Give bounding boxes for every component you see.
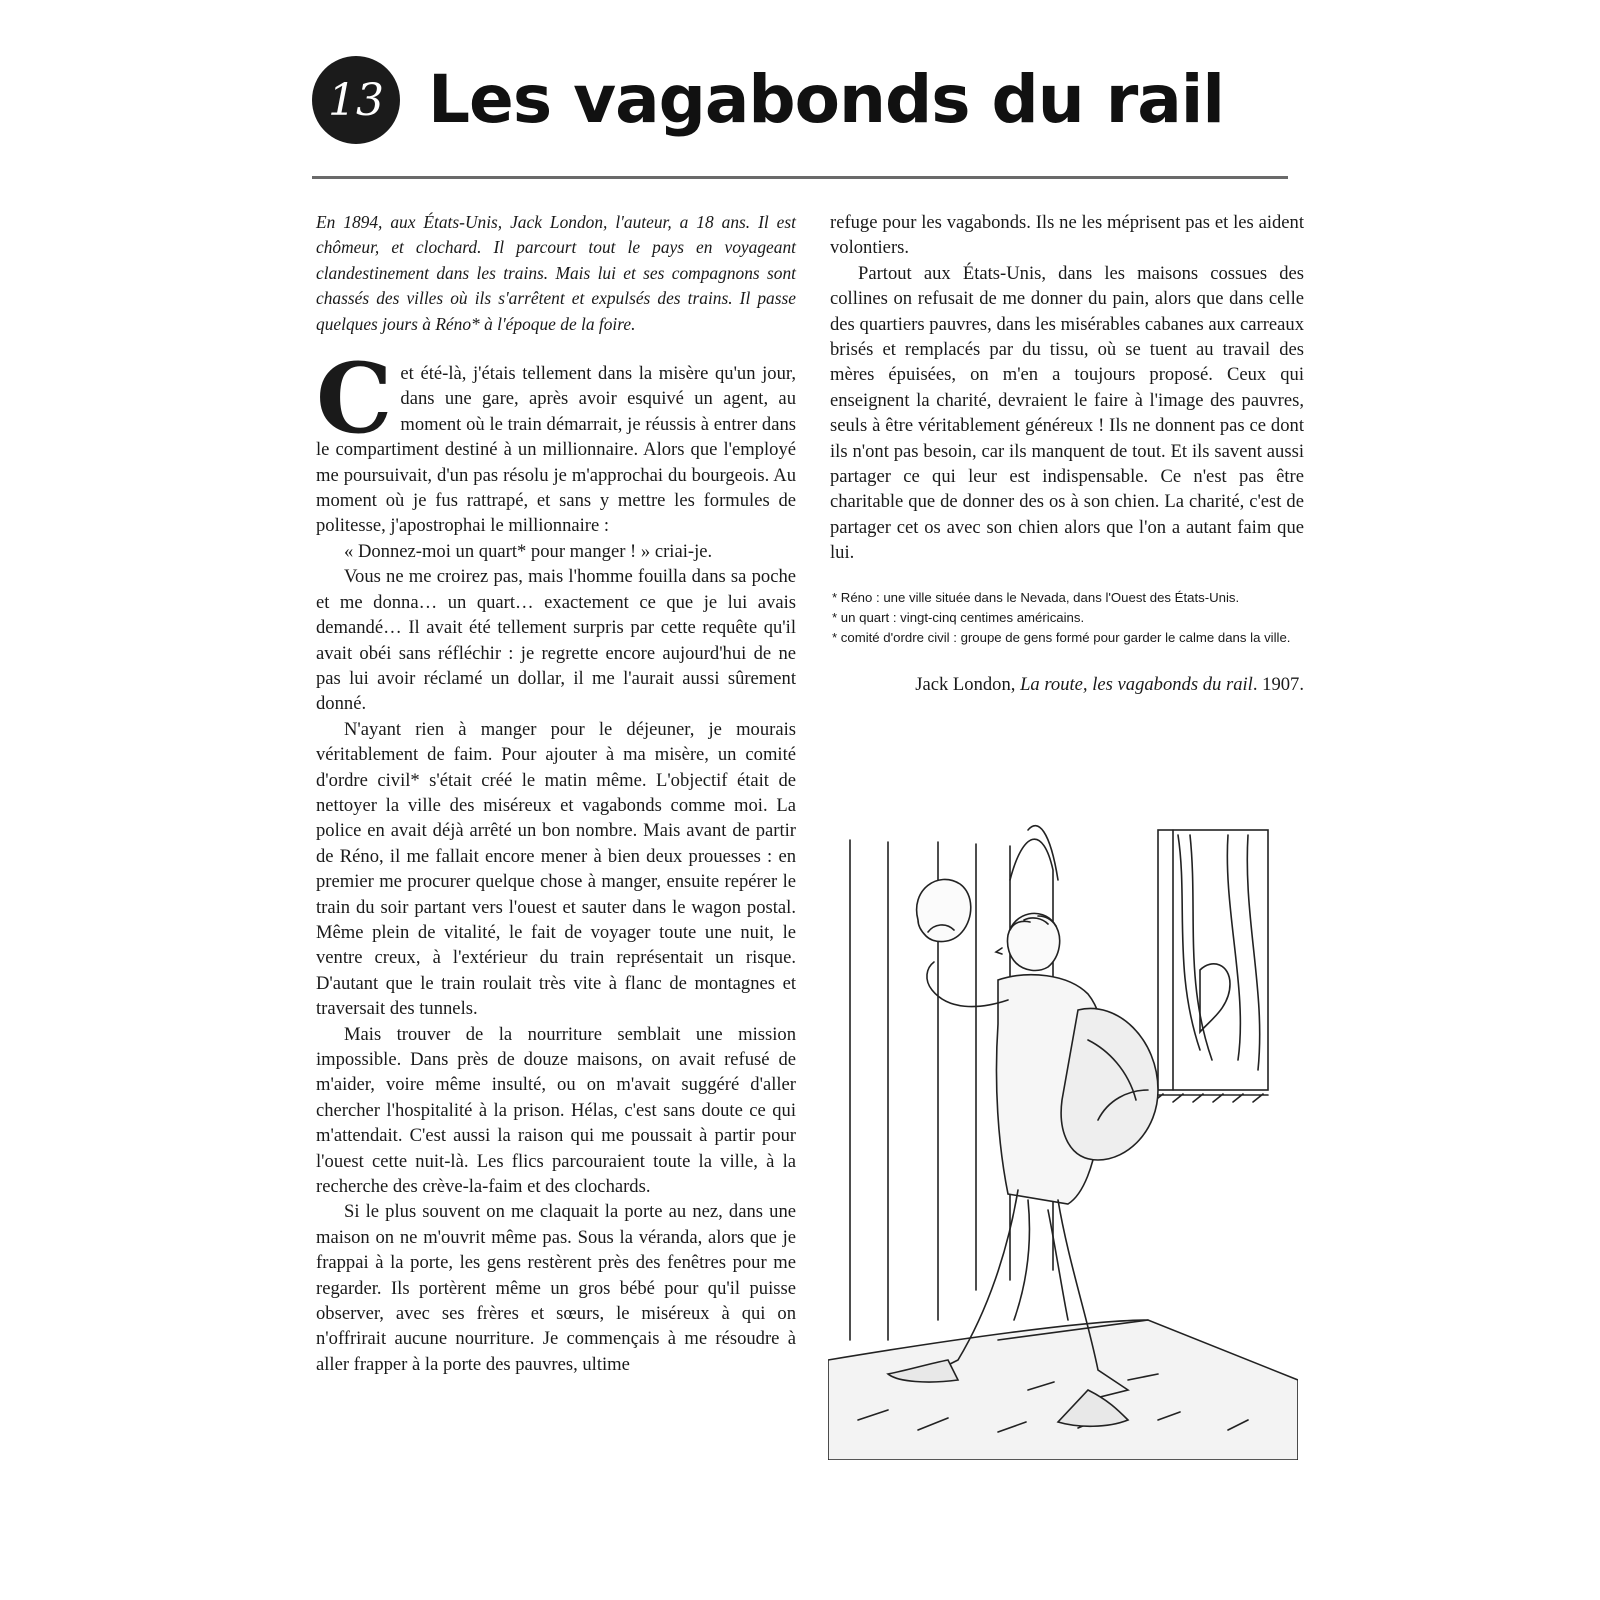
body-paragraph-6: Si le plus souvent on me claquait la porte au nez, dans une maison on ne m'ouvrit même pas. Sous la véranda, alors que je frappai à la porte, les gens restèrent près des fenêtres pour me regarder. Ils portèrent même un gros bébé pour qu'il puisse observer, avec ses frères et sœurs, le miséreux à qui on n'offrirait aucune nourriture. Je commençais à me résoudre à aller frapper à la porte des pauvres, ultime: [316, 1201, 796, 1375]
title-divider: [312, 176, 1288, 179]
body-paragraph-2: « Donnez-moi un quart* pour manger ! » criai-je.: [344, 540, 713, 562]
tramp-knocking-illustration: [828, 820, 1298, 1460]
body-paragraph-5: Mais trouver de la nourriture semblait une mission impossible. Dans près de douze maisons, on avait refusé de m'aider, voire même insulté, ou on m'avait suggéré d'aller chercher l'hospitalité à la prison. Hélas, c'est sans doute ce qui m'attendait. C'est aussi la raison qui me poussait à partir pour l'ouest cette nuit-là. Les flics parcouraient toute la ville, à la recherche des crève-la-faim et des clochards.: [316, 1023, 796, 1198]
chapter-number-badge: [312, 56, 400, 144]
source-citation: [830, 672, 1304, 697]
footnote-reno: * Réno : une ville située dans le Nevada, dans l'Ouest des États-Unis.: [832, 589, 1240, 605]
body-paragraph-8: Partout aux États-Unis, dans les maisons cossues des collines on refusait de me donner du pain, alors que dans celle des quartiers pauvres, dans les misérables cabanes aux carreaux brisés et remplacés par du tissu, où se tuent au travail des mères épuisées, on m'en a toujours proposé. Ceux qui enseignent la charité, devraient le faire à l'image des pauvres, seuls à être véritablement généreux ! Ils ne donnent pas ce dont ils n'ont pas besoin, car ils manquent de tout. Et ils savent aussi partager ce qui leur est indispensable. Ce n'est pas être charitable que de donner des os à son chien. La charité, c'est de partager cet os avec son chien alors que l'on a autant faim que lui.: [830, 262, 1304, 564]
left-column: [316, 210, 796, 1377]
source-year: . 1907.: [1252, 673, 1304, 695]
footnote-comite: * comité d'ordre civil : groupe de gens formé pour garder le calme dans la ville.: [832, 629, 1291, 645]
page-title: Les vagabonds du rail: [428, 61, 1225, 138]
intro-paragraph: En 1894, aux États-Unis, Jack London, l'auteur, a 18 ans. Il est chômeur, et clochard. Il parcourt tout le pays en voyageant clandestinement dans les trains. Mais lui et ses compagnons sont chassés des villes où ils s'arrêtent et expulsés des trains. Il passe quelques jours à Réno* à l'époque de la foire.: [316, 212, 796, 334]
right-column: [830, 210, 1304, 697]
source-work: La route, les vagabonds du rail: [1020, 673, 1253, 695]
body-paragraph-1-text: et été-là, j'étais tellement dans la misère qu'un jour, dans une gare, après avoir esquivé un agent, au moment où le train démarrait, je réussis à entrer dans le compartiment destiné à un millionnaire. Alors que l'employé me poursuivait, d'un pas résolu je m'approchai du bourgeois. Au moment où je fus rattrapé, et sans y mettre les formules de politesse, j'apostrophai le millionnaire :: [316, 363, 796, 537]
footnote-quart: * un quart : vingt-cinq centimes américains.: [832, 609, 1085, 625]
source-author: Jack London,: [915, 673, 1021, 695]
body-paragraph-1: [316, 342, 796, 539]
chapter-number: 13: [328, 74, 384, 126]
footnotes: [830, 588, 1304, 648]
body-paragraph-4: N'ayant rien à manger pour le déjeuner, je mourais véritablement de faim. Pour ajouter à ma misère, un comité d'ordre civil* s'était créé le matin même. L'objectif était de nettoyer la ville des miséreux et vagabonds comme moi. La police en avait déjà arrêté un bon nombre. Mais avant de partir de Réno, il me fallait encore mener à bien deux prouesses : en premier me procurer quelque chose à manger, ensuite repérer le train du soir partant vers l'ouest et sauter dans le wagon postal. Même plein de vitalité, le fait de voyager toute une nuit, le ventre creux, à l'extérieur du train représentait un risque. D'autant que le train roulait très vite à flanc de montagnes et traversait des tunnels.: [316, 718, 796, 1020]
body-paragraph-3: Vous ne me croirez pas, mais l'homme fouilla dans sa poche et me donna… un quart… exactement ce que je lui avais demandé… Il avait été tellement surpris par cette requête qu'il avait obéi sans réfléchir : je regrette encore aujourd'hui de ne pas lui avoir réclamé un dollar, il me l'aurait aussi sûrement donné.: [316, 566, 796, 715]
body-paragraph-7: refuge pour les vagabonds. Ils ne les méprisent pas et les aident volontiers.: [830, 212, 1304, 259]
drop-cap: C: [316, 342, 393, 456]
